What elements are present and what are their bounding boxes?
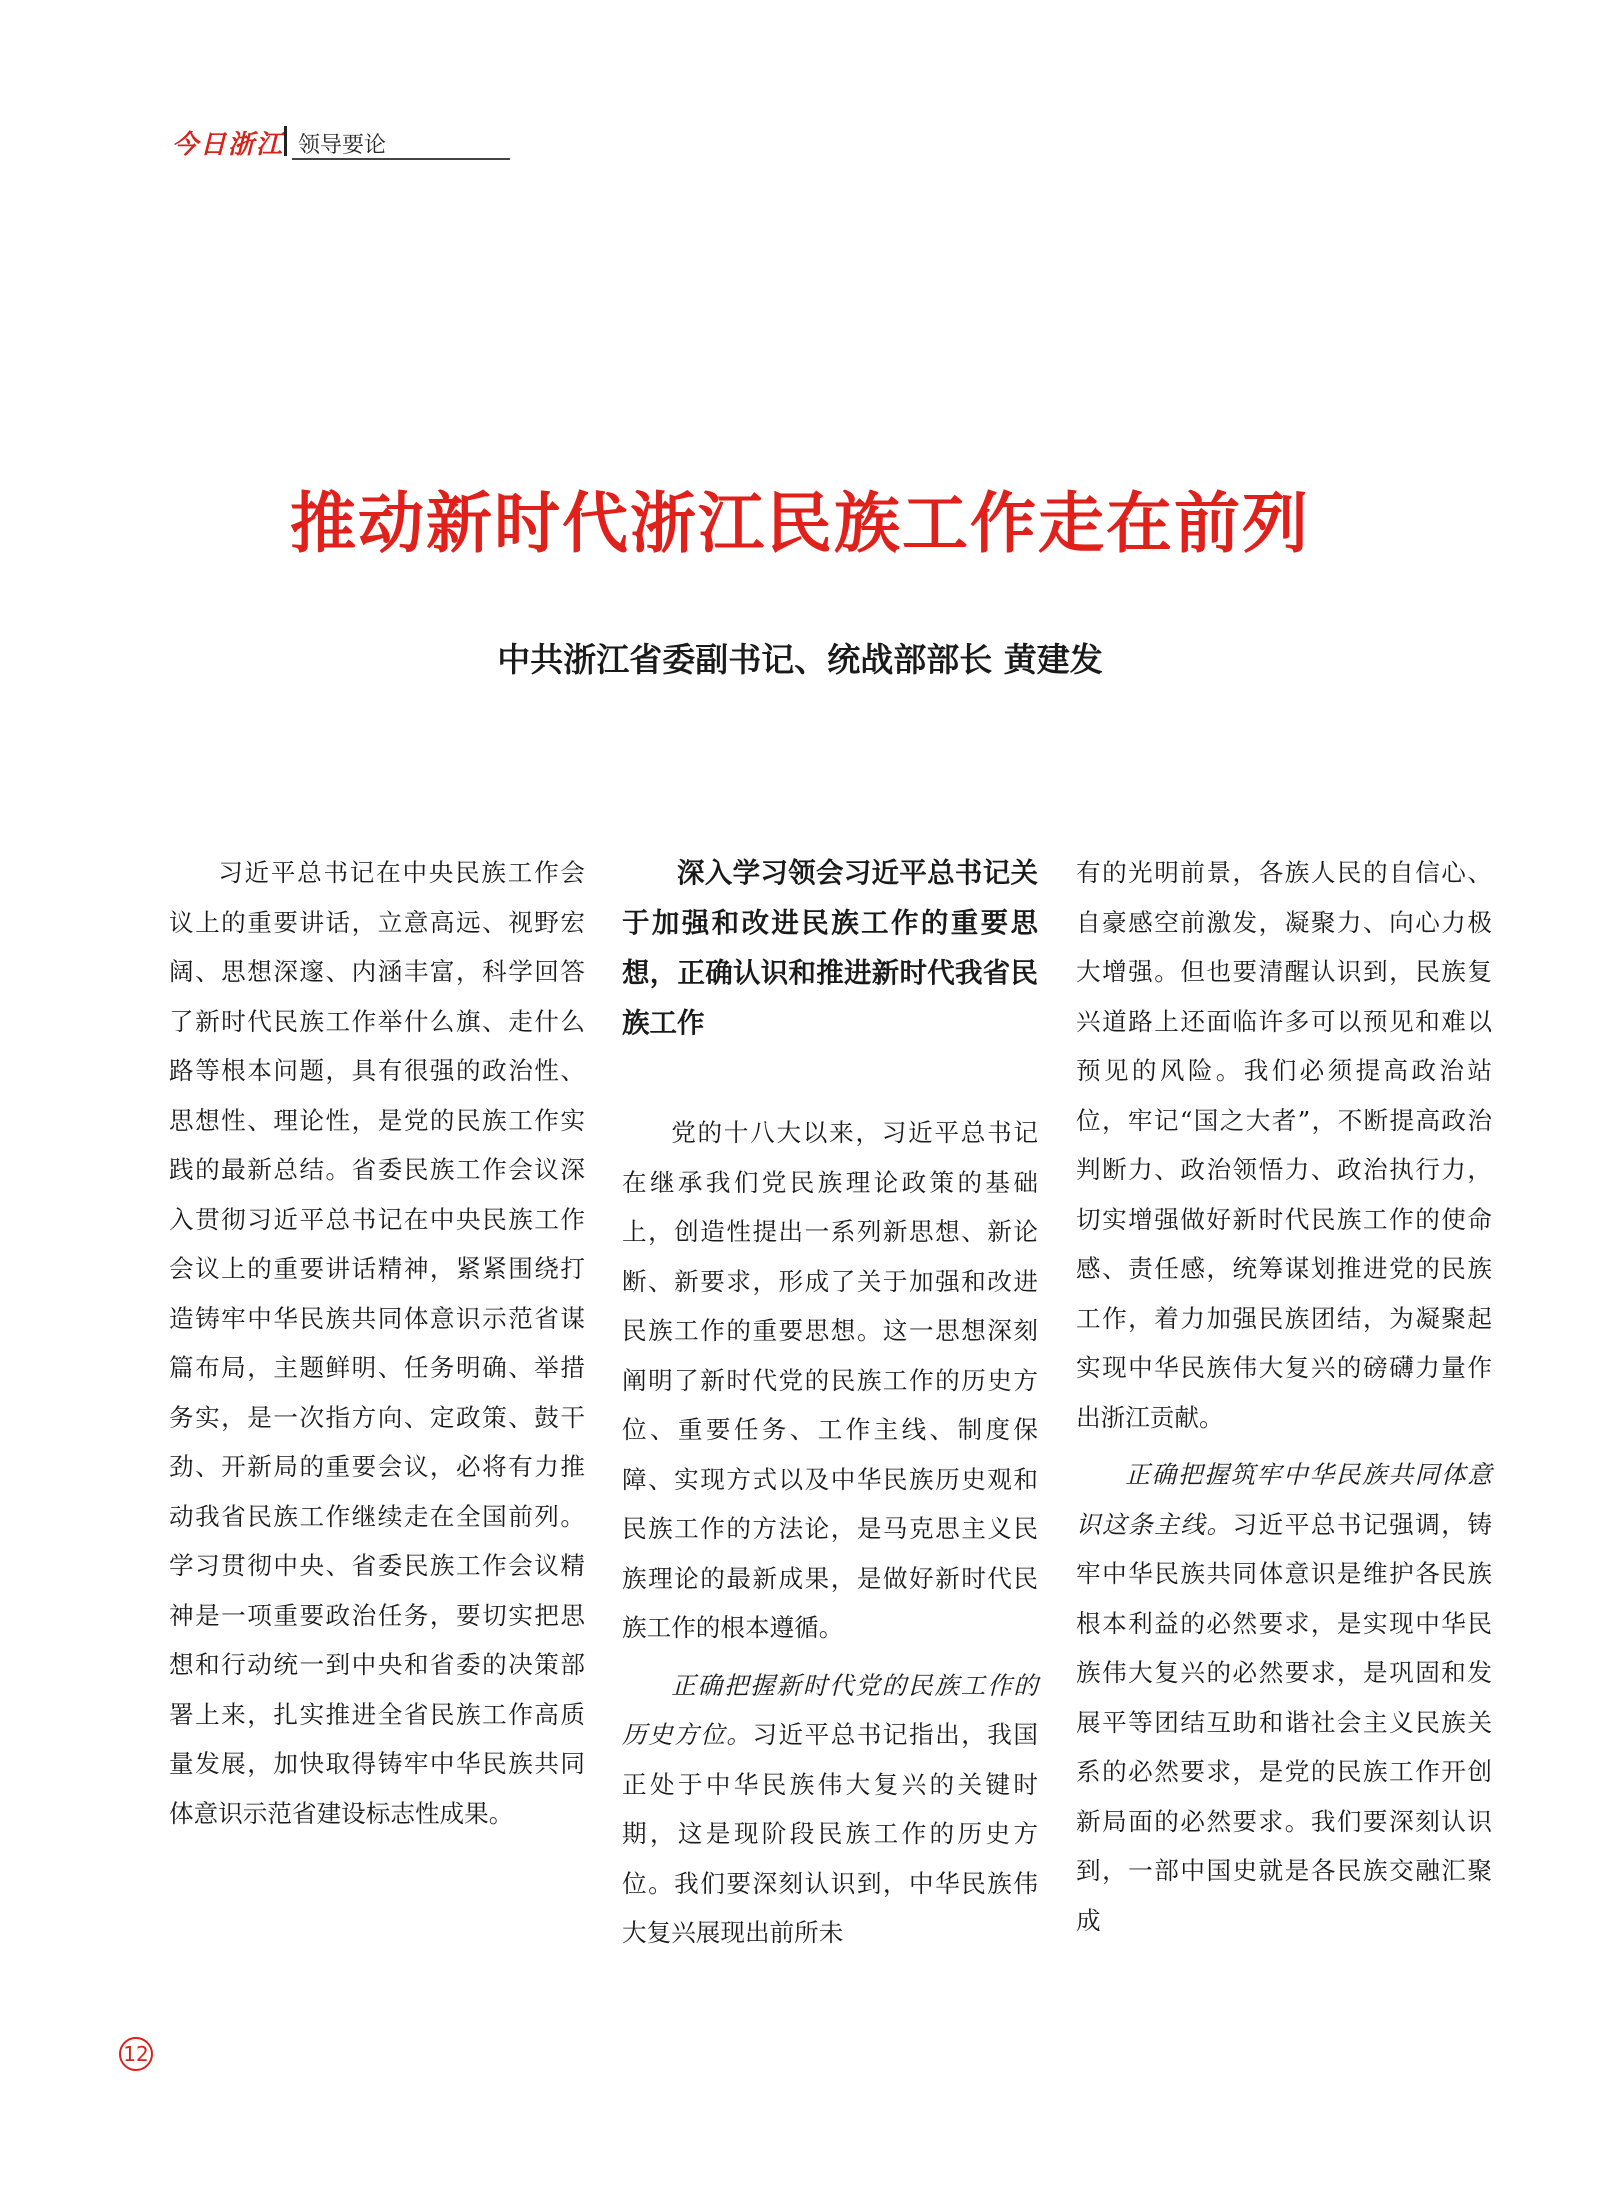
section-label: 领导要论 [298, 133, 387, 158]
paragraph-body: 习近平总书记指出，我国正处于中华民族伟大复兴的关键时期，这是现阶段民族工作的历史方位。我们要深刻认识到，中华民族伟大复兴展现出前所未 [622, 1720, 1038, 1947]
paragraph: 党的十八大以来，习近平总书记在继承我们党民族理论政策的基础上，创造性提出一系列新思想、新论断、新要求，形成了关于加强和改进民族工作的重要思想。这一思想深刻阐明了新时代党的民族工作的历史方位、重要任务、工作主线、制度保障、实现方式以及中华民族历史观和民族工作的方法论，是马克思主义民族理论的最新成果，是做好新时代民族工作的根本遵循。 [622, 1118, 1038, 1642]
header-divider [284, 126, 287, 156]
paragraph [1076, 1450, 1492, 1945]
article-column-1 [169, 848, 585, 1838]
paragraph [622, 1661, 1038, 1958]
header-rule [292, 158, 510, 160]
article-column-2 [622, 848, 1038, 1958]
paragraph-body: 习近平总书记强调，铸牢中华民族共同体意识是维护各民族根本利益的必然要求，是实现中华民族伟大复兴的必然要求，是巩固和发展平等团结互助和谐社会主义民族关系的必然要求，是党的民族工作开创新局面的必然要求。我们要深刻认识到，一部中国史就是各民族交融汇聚成 [1076, 1509, 1492, 1935]
article-column-3 [1076, 848, 1492, 1945]
page-number: 12 [119, 2037, 153, 2071]
paragraph: 习近平总书记在中央民族工作会议上的重要讲话，立意高远、视野宏阔、思想深邃、内涵丰富，科学回答了新时代民族工作举什么旗、走什么路等根本问题，具有很强的政治性、思想性、理论性，是党的民族工作实践的最新总结。省委民族工作会议深入贯彻习近平总书记在中央民族工作会议上的重要讲话精神，紧紧围绕打造铸牢中华民族共同体意识示范省谋篇布局，主题鲜明、任务明确、举措务实，是一次指方向、定政策、鼓干劲、开新局的重要会议，必将有力推动我省民族工作继续走在全国前列。学习贯彻中央、省委民族工作会议精神是一项重要政治任务，要切实把思想和行动统一到中央和省委的决策部署上来，扎实推进全省民族工作高质量发展，加快取得铸牢中华民族共同体意识示范省建设标志性成果。 [169, 858, 585, 1828]
article-title: 推动新时代浙江民族工作走在前列 [290, 485, 1310, 562]
paragraph-lead: 正确把握新时代党的民族工作的历史方位。 [622, 1670, 1038, 1749]
section-subheading: 深入学习领会习近平总书记关于加强和改进民族工作的重要思想，正确认识和推进新时代我省民族工作 [622, 857, 1038, 1039]
paragraph-lead: 正确把握筑牢中华民族共同体意识这条主线。 [1076, 1460, 1492, 1539]
brand-logo: 今日浙江 [172, 130, 285, 160]
article-byline: 中共浙江省委副书记、统战部部长 黄建发 [497, 640, 1103, 679]
paragraph: 有的光明前景，各族人民的自信心、自豪感空前激发，凝聚力、向心力极大增强。但也要清醒认识到，民族复兴道路上还面临许多可以预见和难以预见的风险。我们必须提高政治站位，牢记“国之大者”，不断提高政治判断力、政治领悟力、政治执行力，切实增强做好新时代民族工作的使命感、责任感，统筹谋划推进党的民族工作，着力加强民族团结，为凝聚起实现中华民族伟大复兴的磅礴力量作出浙江贡献。 [1076, 858, 1492, 1432]
